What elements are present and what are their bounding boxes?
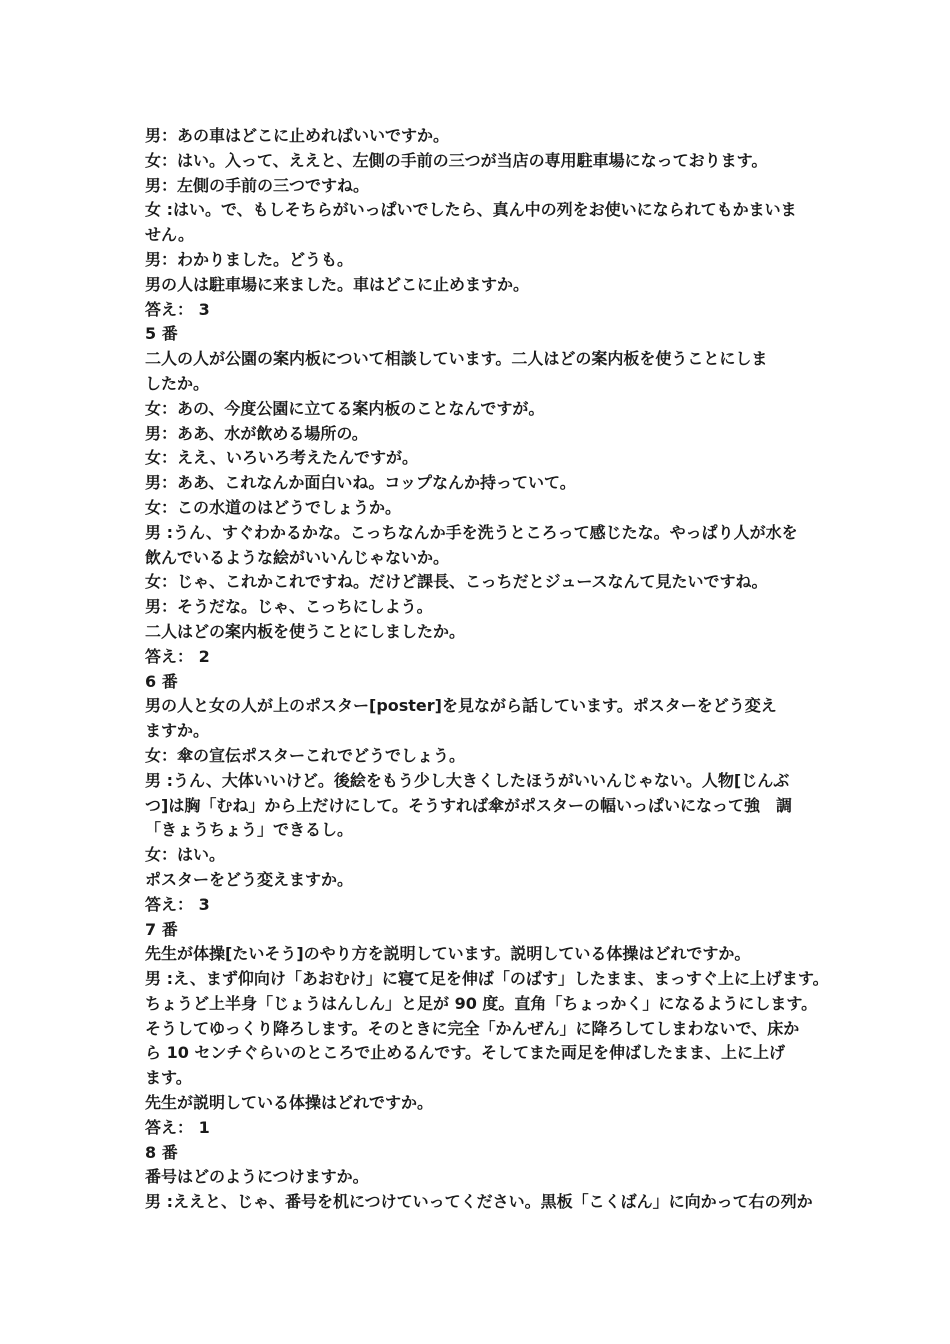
text-line: つ]は胸「むね」から上だけにして。そうすれば傘がポスターの幅いっぱいになって強 調 — [145, 795, 792, 815]
text-line: 男：そうだな。じゃ、こっちにしよう。 — [145, 597, 433, 617]
text-line: ら 10 センチぐらいのところで止めるんです。そしてまた両足を伸ばしたまま、上に上げ — [145, 1043, 785, 1063]
text-line: 女：じゃ、これかこれですね。だけど課長、こっちだとジュースなんて見たいですね。 — [145, 572, 768, 592]
text-line: 女：はい。 — [145, 845, 226, 865]
text-line: 男の人は駐車場に来ました。車はどこに止めますか。 — [145, 274, 530, 294]
text-line: 男 :うん、大体いいけど。後絵をもう少し大きくしたほうがいいんじゃない。人物[じんぶ — [145, 770, 790, 790]
question-heading: 8 番 — [145, 1142, 178, 1162]
text-line: 先生が体操[たいそう]のやり方を説明しています。説明している体操はどれですか。 — [145, 944, 751, 964]
text-line: 先生が説明している体操はどれですか。 — [145, 1093, 434, 1113]
question-heading: 7 番 — [145, 919, 178, 939]
answer-line: 答え： 3 — [145, 894, 210, 914]
text-line: そうしてゆっくり降ろします。そのときに完全「かんぜん」に降ろしてしまわないで、床か — [145, 1018, 800, 1038]
text-line: したか。 — [145, 373, 210, 393]
text-line: 男の人と女の人が上のポスター[poster]を見ながら話しています。ポスターをどう変え — [145, 696, 777, 716]
text-line: 番号はどのようにつけますか。 — [145, 1167, 369, 1187]
text-line: ます。 — [145, 1068, 192, 1088]
text-line: 男：ああ、水が飲める場所の。 — [145, 423, 368, 443]
text-line: 男：わかりました。どうも。 — [145, 249, 354, 269]
text-line: せん。 — [145, 225, 194, 245]
question-heading: 5 番 — [145, 324, 178, 344]
text-line: 男 :うん、すぐわかるかな。こっちなんか手を洗うところって感じたな。やっぱり人が水を — [145, 522, 798, 542]
text-line: 女：ええ、いろいろ考えたんですが。 — [145, 448, 418, 468]
text-line: ポスターをどう変えますか。 — [145, 869, 354, 889]
answer-line: 答え： 1 — [145, 1117, 210, 1137]
text-line: 二人はどの案内板を使うことにしましたか。 — [145, 621, 466, 641]
text-line: 飲んでいるような絵がいいんじゃないか。 — [145, 547, 450, 567]
text-line: 女：あの、今度公園に立てる案内板のことなんですが。 — [145, 398, 545, 418]
text-line: 二人の人が公園の案内板について相談しています。二人はどの案内板を使うことにしま — [145, 349, 768, 369]
text-line: ちょうど上半身「じょうはんしん」と足が 90 度。直角「ちょっかく」になるようにします。 — [145, 993, 818, 1013]
text-line: 女 :はい。で、もしそちらがいっぱいでしたら、真ん中の列をお使いになられてもかまいま — [145, 200, 797, 220]
text-line: 「きょうちょう」できるし。 — [145, 820, 354, 840]
text-line: 男 :え、まず仰向け「あおむけ」に寝て足を伸ば「のばす」したまま、まっすぐ上に上げます。 — [145, 969, 829, 989]
answer-line: 答え： 3 — [145, 299, 210, 319]
text-line: 女：この水道のはどうでしょうか。 — [145, 497, 402, 517]
text-line: 男 :ええと、じゃ、番号を机につけていってください。黒板「こくばん」に向かって右の列か — [145, 1192, 813, 1212]
question-heading: 6 番 — [145, 671, 178, 691]
text-line: 女：はい。入って、ええと、左側の手前の三つが当店の専用駐車場になっております。 — [145, 150, 768, 170]
text-line: 男：左側の手前の三つですね。 — [145, 175, 370, 195]
answer-line: 答え： 2 — [145, 646, 210, 666]
text-line: 男：ああ、これなんか面白いね。コップなんか持っていて。 — [145, 473, 576, 493]
text-line: 男：あの車はどこに止めればいいですか。 — [145, 126, 450, 145]
text-line: ますか。 — [145, 721, 210, 741]
text-line: 女：傘の宣伝ポスターこれでどうでしょう。 — [145, 745, 466, 765]
